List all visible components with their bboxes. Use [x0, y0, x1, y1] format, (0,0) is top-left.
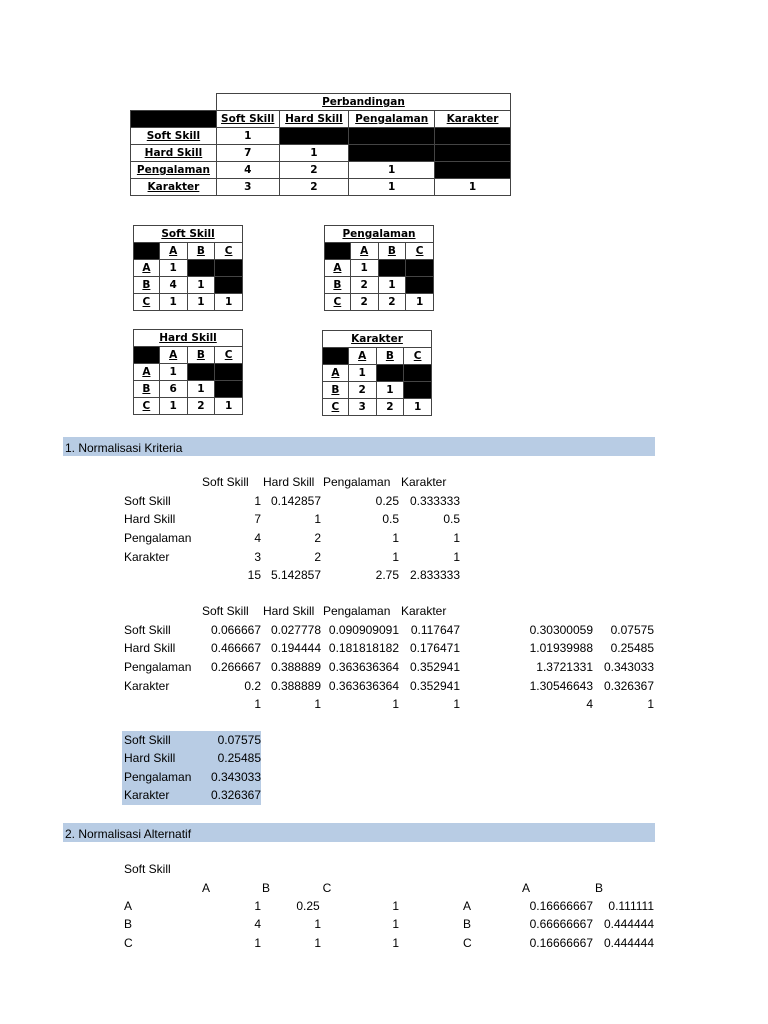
- section-1-header: 1. Normalisasi Kriteria: [63, 437, 655, 456]
- row-label: Soft Skill: [124, 623, 171, 637]
- table-title: Pengalaman: [325, 226, 434, 243]
- row-label: Soft Skill: [131, 128, 217, 145]
- table-row: B 2 1: [325, 277, 434, 294]
- table-row: Pengalaman 4 2 1: [131, 162, 511, 179]
- column-sum: 1: [314, 697, 321, 711]
- col-header: C: [322, 881, 332, 895]
- column-sum: 1: [453, 697, 460, 711]
- table-row: B 6 1: [134, 381, 243, 398]
- weight-value: 0.326367: [210, 788, 261, 802]
- column-sum: 2.75: [375, 568, 399, 582]
- column-sum: 1: [392, 697, 399, 711]
- soft-skill-table: Soft Skill A B C A 1 B 4 1 C 1 1 1: [133, 225, 243, 311]
- col-header: Soft Skill: [202, 604, 249, 618]
- weight: 0.343033: [603, 660, 654, 674]
- comparison-table: [130, 93, 511, 196]
- table-row: A 1: [325, 260, 434, 277]
- table-row: Soft Skill 1: [131, 128, 511, 145]
- column-sum: 15: [247, 568, 261, 582]
- row-label: Hard Skill: [124, 641, 176, 655]
- comparison-header: Hard Skill: [279, 111, 349, 128]
- row-label: Karakter: [131, 179, 217, 196]
- table-row: C 1 2 1: [134, 398, 243, 415]
- weight: 0.326367: [603, 679, 654, 693]
- table-title: Hard Skill: [134, 330, 243, 347]
- row-label: Pengalaman: [124, 660, 192, 674]
- weight-label: Pengalaman: [124, 770, 192, 784]
- comparison-header: Soft Skill: [216, 111, 279, 128]
- rowsum-total: 4: [586, 697, 593, 711]
- table-row: A 1: [134, 260, 243, 277]
- weight-label: Soft Skill: [124, 733, 171, 747]
- row-label: Hard Skill: [131, 145, 217, 162]
- row-label: A: [124, 899, 133, 913]
- row-label: A: [463, 899, 472, 913]
- row-label: Pengalaman: [124, 531, 192, 545]
- col-header: B: [261, 881, 270, 895]
- row-label: B: [124, 917, 133, 931]
- column-sum: 5.142857: [270, 568, 321, 582]
- section-2-header: 2. Normalisasi Alternatif: [63, 823, 655, 842]
- col-header: Soft Skill: [202, 475, 249, 489]
- weight-label: Hard Skill: [124, 751, 176, 765]
- row-label: B: [463, 917, 472, 931]
- col-header: Hard Skill: [263, 475, 315, 489]
- comparison-title: Perbandingan: [216, 94, 510, 111]
- col-header: Karakter: [401, 604, 447, 618]
- hard-skill-table: Hard Skill A B C A 1 B 6 1 C 1 2 1: [133, 329, 243, 415]
- comparison-header: Karakter: [435, 111, 511, 128]
- row-sum: 1.3721331: [536, 660, 593, 674]
- col-header: Pengalaman: [323, 475, 391, 489]
- row-label: C: [463, 936, 472, 950]
- row-label: Pengalaman: [131, 162, 217, 179]
- row-label: C: [124, 936, 133, 950]
- table-row: B 4 1: [134, 277, 243, 294]
- table-row: C 3 2 1: [323, 399, 432, 416]
- subtitle: Soft Skill: [124, 862, 171, 876]
- table-row: Hard Skill 7 1: [131, 145, 511, 162]
- row-sum: 1.01939988: [529, 641, 593, 655]
- comparison-header: Pengalaman: [349, 111, 435, 128]
- column-sum: 2.833333: [409, 568, 460, 582]
- table-row: A 1: [134, 364, 243, 381]
- row-label: Karakter: [124, 550, 170, 564]
- table-row: A 1: [323, 365, 432, 382]
- weight: 0.25485: [610, 641, 654, 655]
- col-header: B: [594, 881, 603, 895]
- row-sum: 0.30300059: [529, 623, 593, 637]
- weight-value: 0.343033: [210, 770, 261, 784]
- weight-label: Karakter: [124, 788, 170, 802]
- col-header: A: [201, 881, 210, 895]
- pengalaman-table: Pengalaman A B C A 1 B 2 1 C 2 2 1: [324, 225, 434, 311]
- column-sum: 1: [254, 697, 261, 711]
- weight-total: 1: [647, 697, 654, 711]
- row-label: Soft Skill: [124, 494, 171, 508]
- weight: 0.07575: [610, 623, 654, 637]
- row-label: Karakter: [124, 679, 170, 693]
- col-header: Hard Skill: [263, 604, 315, 618]
- table-title: Soft Skill: [134, 226, 243, 243]
- col-header: Pengalaman: [323, 604, 391, 618]
- table-title: Karakter: [323, 331, 432, 348]
- table-row: C 2 2 1: [325, 294, 434, 311]
- table-row: B 2 1: [323, 382, 432, 399]
- col-header: Karakter: [401, 475, 447, 489]
- karakter-table: Karakter A B C A 1 B 2 1 C 3 2 1: [322, 330, 432, 416]
- row-label: Hard Skill: [124, 512, 176, 526]
- row-sum: 1.30546643: [529, 679, 593, 693]
- col-header: A: [521, 881, 530, 895]
- table-row: Karakter 3 2 1 1: [131, 179, 511, 196]
- table-row: C 1 1 1: [134, 294, 243, 311]
- weight-value: 0.25485: [217, 751, 261, 765]
- weight-value: 0.07575: [217, 733, 261, 747]
